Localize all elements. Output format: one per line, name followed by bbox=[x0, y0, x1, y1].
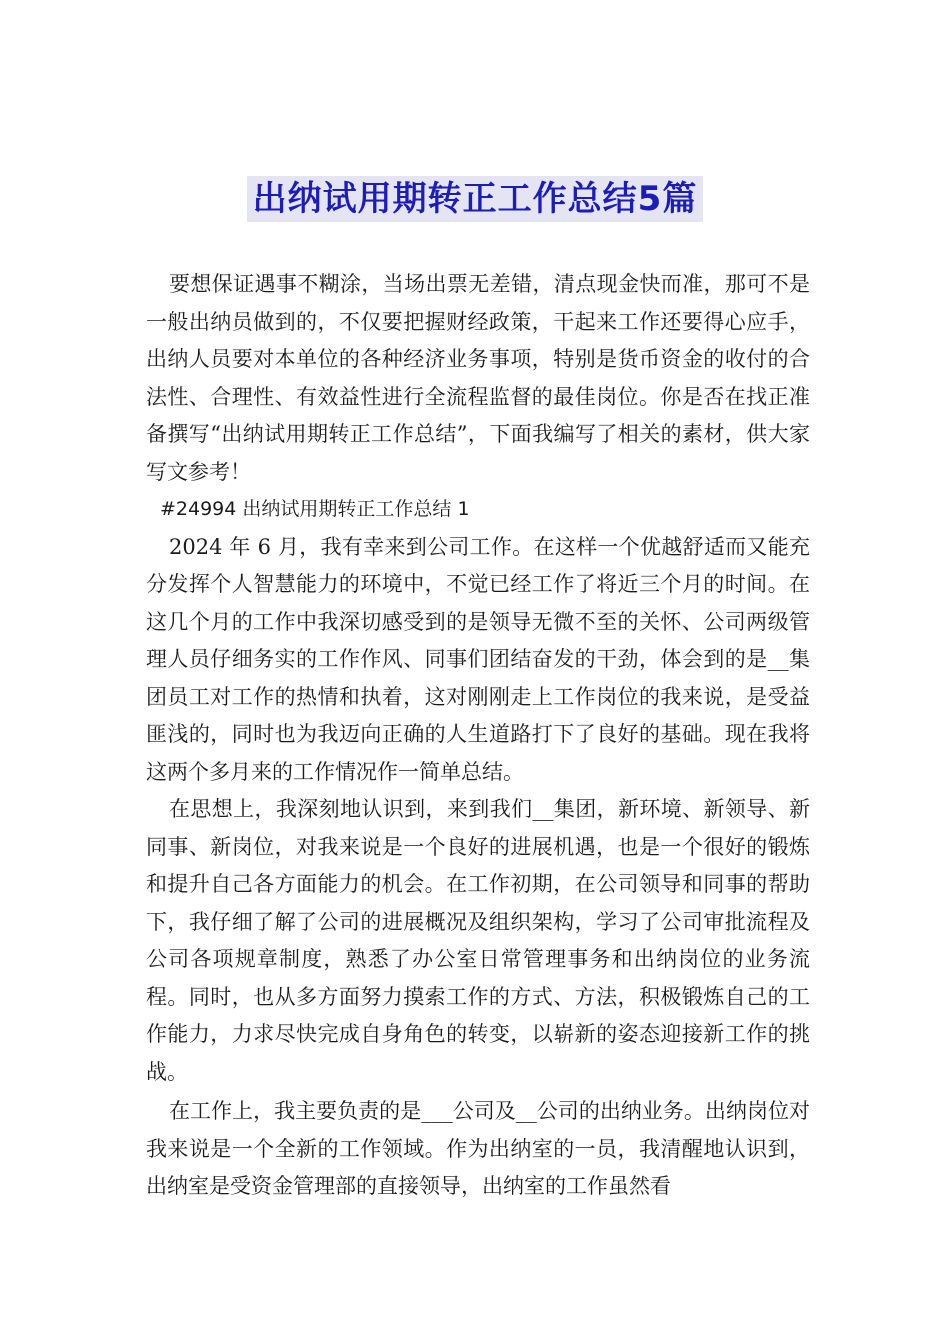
intro-paragraph: 要想保证遇事不糊涂，当场出票无差错，清点现金快而准，那可不是一般出纳员做到的，不仅要把握财经政策，干起来工作还要得心应手，出纳人员要对本单位的各种经济业务事项，特别是货币资金的收付的合法性、合理性、有效益性进行全流程监督的最佳岗位。你是否在找正准备撰写“出纳试用期转正工作总结”，下面我编写了相关的素材，供大家写文参考！ bbox=[146, 272, 810, 484]
document-title: 出纳试用期转正工作总结5篇 bbox=[247, 176, 704, 222]
body-paragraph: 在思想上，我深刻地认识到，来到我们__集团，新环境、新领导、新同事、新岗位，对我来说是一个良好的进展机遇，也是一个很好的锻炼和提升自己各方面能力的机会。在工作初期，在公司领导和同事的帮助下，我仔细了解了公司的进展概况及组织架构，学习了公司审批流程及公司各项规章制度，熟悉了办公室日常管理事务和出纳岗位的业务流程。同时，也从多方面努力摸索工作的方式、方法，积极锻炼自己的工作能力，力求尽快完成自身角色的转变，以崭新的姿态迎接新工作的挑战。 bbox=[146, 797, 810, 1084]
body-paragraph: 2024 年 6 月，我有幸来到公司工作。在这样一个优越舒适而又能充分发挥个人智慧能力的环境中，不觉已经工作了将近三个月的时间。在这几个月的工作中我深切感受到的是领导无微不至的关怀、公司两级管理人员仔细务实的工作作风、同事们团结奋发的干劲，体会到的是__集团员工对工作的热情和执着，这对刚刚走上工作岗位的我来说，是受益匪浅的，同时也为我迈向正确的人生道路打下了良好的基础。现在我将这两个多月来的工作情况作一简单总结。 bbox=[146, 534, 810, 784]
document-body bbox=[146, 266, 810, 1206]
body-paragraph: 在工作上，我主要负责的是___公司及__公司的出纳业务。出纳岗位对我来说是一个全新的工作领域。作为出纳室的一员，我清醒地认识到，出纳室是受资金管理部的直接领导，出纳室的工作虽然看 bbox=[146, 1099, 810, 1198]
section-heading: #24994 出纳试用期转正工作总结 1 bbox=[160, 498, 470, 520]
title-container bbox=[0, 176, 950, 222]
